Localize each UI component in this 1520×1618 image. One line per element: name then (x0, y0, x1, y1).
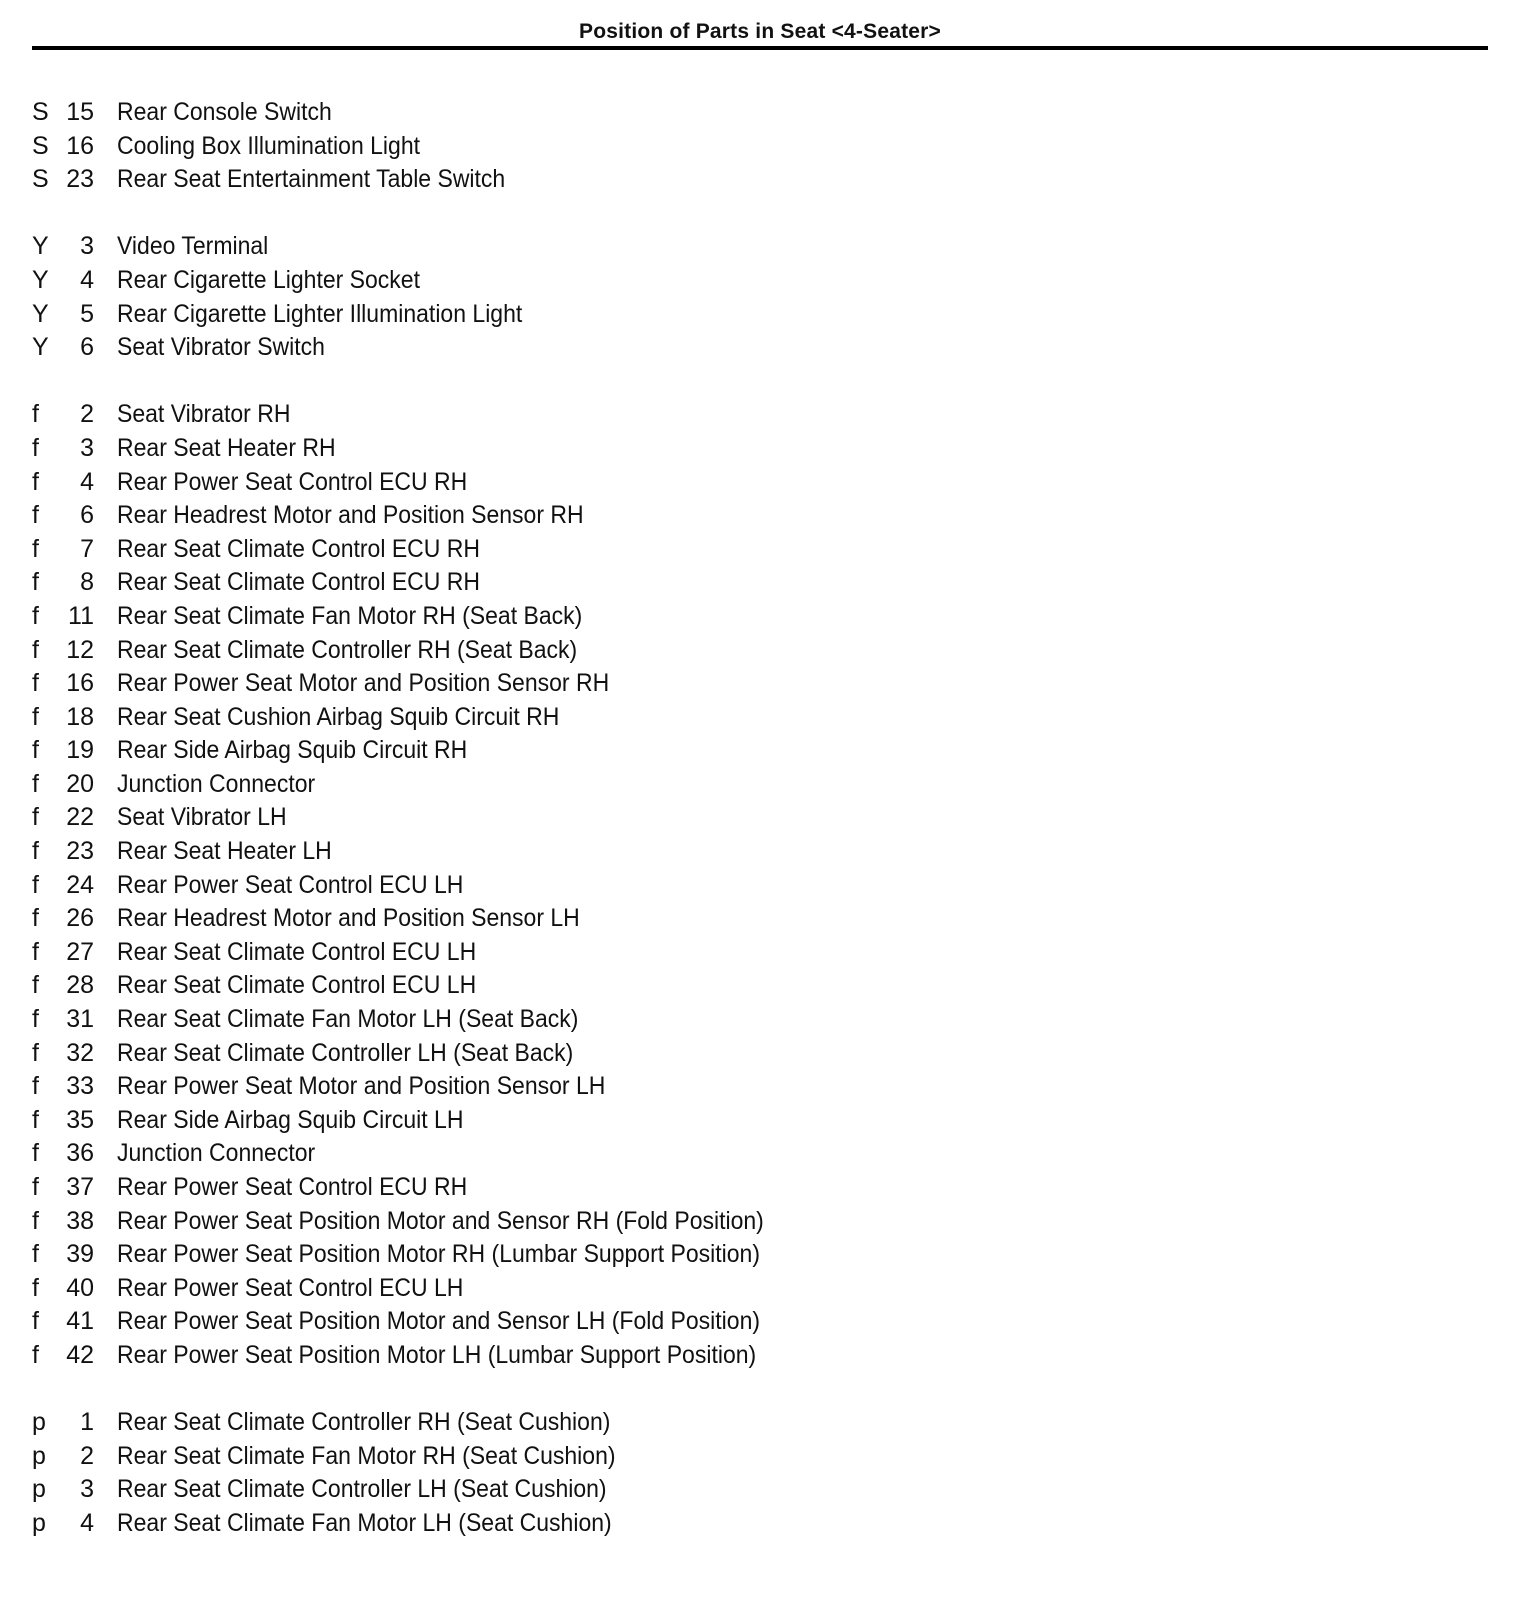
part-name: Rear Headrest Motor and Position Sensor RH (117, 501, 584, 530)
part-code: f (32, 669, 39, 698)
part-code: f (32, 937, 39, 966)
part-number: 3 (80, 1475, 94, 1504)
part-code: f (32, 1273, 39, 1302)
part-row (0, 1473, 1520, 1507)
part-name: Junction Connector (117, 769, 316, 798)
part-name: Video Terminal (117, 232, 269, 261)
part-row (0, 1440, 1520, 1474)
part-number: 6 (80, 501, 94, 530)
part-row (0, 1104, 1520, 1138)
part-code: f (32, 837, 39, 866)
part-row (0, 1339, 1520, 1373)
part-number: 24 (66, 870, 94, 899)
part-number: 26 (66, 904, 94, 933)
part-row (0, 1137, 1520, 1171)
part-code: Y (32, 299, 49, 328)
part-name: Rear Power Seat Position Motor LH (Lumbar Support Position) (117, 1340, 757, 1369)
part-code: S (32, 165, 49, 194)
part-code: Y (32, 265, 49, 294)
part-number: 4 (80, 467, 94, 496)
part-code: f (32, 803, 39, 832)
part-number: 4 (80, 1508, 94, 1537)
part-number: 16 (66, 669, 94, 698)
part-row (0, 734, 1520, 768)
part-code: p (32, 1508, 46, 1537)
part-code: f (32, 971, 39, 1000)
part-name: Rear Cigarette Lighter Illumination Light (117, 299, 523, 328)
part-row (0, 96, 1520, 130)
part-number: 8 (80, 568, 94, 597)
part-name: Rear Console Switch (117, 98, 332, 126)
part-number: 33 (66, 1072, 94, 1101)
part-number: 3 (80, 433, 94, 462)
part-number: 28 (66, 971, 94, 1000)
part-code: f (32, 1038, 39, 1067)
part-code: f (32, 534, 39, 563)
part-code: f (32, 1072, 39, 1101)
parts-section (0, 398, 1520, 1372)
part-name: Rear Seat Climate Control ECU LH (117, 971, 477, 1000)
title-divider (32, 46, 1488, 50)
part-name: Rear Seat Climate Controller RH (Seat Cushion) (117, 1408, 611, 1437)
part-name: Seat Vibrator RH (117, 400, 291, 429)
part-row (0, 566, 1520, 600)
part-code: f (32, 1139, 39, 1168)
part-row (0, 398, 1520, 432)
part-code: f (32, 702, 39, 731)
part-row (0, 936, 1520, 970)
part-code: Y (32, 333, 49, 362)
part-name: Rear Cigarette Lighter Socket (117, 265, 420, 294)
part-number: 7 (80, 534, 94, 563)
part-code: f (32, 501, 39, 530)
part-number: 11 (68, 601, 94, 630)
part-row (0, 1238, 1520, 1272)
part-name: Seat Vibrator Switch (117, 333, 325, 362)
part-number: 12 (66, 635, 94, 664)
part-number: 31 (66, 1005, 94, 1034)
part-row (0, 1171, 1520, 1205)
part-row (0, 667, 1520, 701)
part-number: 2 (80, 400, 94, 429)
part-row (0, 264, 1520, 298)
part-name: Junction Connector (117, 1139, 316, 1168)
part-number: 40 (66, 1273, 94, 1302)
part-name: Rear Power Seat Motor and Position Sensor LH (117, 1072, 606, 1101)
part-number: 23 (66, 837, 94, 866)
part-number: 6 (80, 333, 94, 362)
part-number: 41 (66, 1307, 94, 1336)
part-code: S (32, 131, 49, 160)
part-number: 39 (66, 1240, 94, 1269)
parts-list (0, 96, 1520, 1574)
part-name: Rear Seat Climate Fan Motor LH (Seat Back) (117, 1005, 579, 1034)
part-row (0, 466, 1520, 500)
part-row (0, 1272, 1520, 1306)
part-row (0, 1205, 1520, 1239)
part-number: 18 (66, 702, 94, 731)
part-number: 19 (66, 736, 94, 765)
part-name: Rear Seat Heater LH (117, 837, 332, 866)
part-row (0, 1037, 1520, 1071)
part-number: 37 (66, 1173, 94, 1201)
part-row (0, 230, 1520, 264)
part-code: f (32, 1206, 39, 1235)
part-code: f (32, 467, 39, 496)
part-row (0, 1507, 1520, 1541)
part-name: Rear Power Seat Position Motor and Sensor LH (Fold Position) (117, 1307, 761, 1336)
part-number: 27 (66, 937, 94, 966)
part-row (0, 1406, 1520, 1440)
part-name: Rear Seat Climate Control ECU RH (117, 568, 481, 597)
part-number: 5 (80, 299, 94, 328)
part-row (0, 701, 1520, 735)
part-name: Rear Power Seat Control ECU LH (117, 1273, 464, 1302)
part-code: f (32, 904, 39, 933)
part-number: 16 (66, 131, 94, 160)
part-row (0, 768, 1520, 802)
part-code: f (32, 1005, 39, 1034)
part-row (0, 600, 1520, 634)
part-row (0, 1070, 1520, 1104)
part-name: Rear Seat Climate Control ECU RH (117, 534, 481, 563)
part-code: S (32, 98, 49, 126)
part-number: 23 (66, 165, 94, 194)
part-code: f (32, 601, 39, 630)
part-row (0, 432, 1520, 466)
part-row (0, 835, 1520, 869)
part-name: Rear Seat Climate Controller LH (Seat Cushion) (117, 1475, 607, 1504)
part-row (0, 634, 1520, 668)
part-code: f (32, 769, 39, 798)
part-number: 2 (80, 1441, 94, 1470)
part-name: Rear Side Airbag Squib Circuit LH (117, 1105, 464, 1134)
part-name: Cooling Box Illumination Light (117, 131, 421, 160)
part-number: 15 (66, 98, 94, 126)
part-number: 22 (66, 803, 94, 832)
part-number: 38 (66, 1206, 94, 1235)
part-code: f (32, 870, 39, 899)
part-row (0, 163, 1520, 197)
part-row (0, 331, 1520, 365)
part-code: p (32, 1475, 46, 1504)
part-name: Rear Side Airbag Squib Circuit RH (117, 736, 468, 765)
part-code: f (32, 1173, 39, 1201)
part-name: Rear Power Seat Motor and Position Sensor RH (117, 669, 610, 698)
part-number: 36 (66, 1139, 94, 1168)
part-code: f (32, 433, 39, 462)
part-number: 20 (66, 769, 94, 798)
part-code: f (32, 1307, 39, 1336)
part-name: Rear Power Seat Control ECU LH (117, 870, 464, 899)
part-number: 35 (66, 1105, 94, 1134)
page-title: Position of Parts in Seat <4-Seater> (579, 20, 941, 43)
part-row (0, 130, 1520, 164)
part-name: Rear Headrest Motor and Position Sensor LH (117, 904, 580, 933)
part-row (0, 533, 1520, 567)
part-name: Rear Seat Climate Controller RH (Seat Back) (117, 635, 578, 664)
part-name: Rear Seat Climate Control ECU LH (117, 937, 477, 966)
part-row (0, 801, 1520, 835)
part-code: f (32, 1240, 39, 1269)
part-name: Rear Seat Entertainment Table Switch (117, 165, 506, 194)
part-name: Rear Power Seat Control ECU RH (117, 1173, 468, 1201)
part-name: Seat Vibrator LH (117, 803, 287, 832)
part-name: Rear Power Seat Position Motor RH (Lumbar Support Position) (117, 1240, 761, 1269)
part-name: Rear Seat Cushion Airbag Squib Circuit RH (117, 702, 560, 731)
part-row (0, 499, 1520, 533)
part-number: 42 (66, 1340, 94, 1369)
part-name: Rear Power Seat Position Motor and Sensor RH (Fold Position) (117, 1206, 764, 1235)
part-number: 32 (66, 1038, 94, 1067)
parts-section (0, 230, 1520, 364)
part-row (0, 1305, 1520, 1339)
part-name: Rear Seat Climate Controller LH (Seat Back) (117, 1038, 574, 1067)
part-name: Rear Power Seat Control ECU RH (117, 467, 468, 496)
part-row (0, 298, 1520, 332)
parts-section (0, 96, 1520, 197)
part-code: p (32, 1408, 46, 1437)
part-row (0, 1003, 1520, 1037)
part-code: Y (32, 232, 49, 261)
parts-section (0, 1406, 1520, 1540)
part-number: 1 (80, 1408, 94, 1437)
part-code: f (32, 568, 39, 597)
part-row (0, 869, 1520, 903)
part-name: Rear Seat Climate Fan Motor RH (Seat Back) (117, 601, 583, 630)
part-code: f (32, 400, 39, 429)
part-code: f (32, 1340, 39, 1369)
part-name: Rear Seat Heater RH (117, 433, 336, 462)
part-row (0, 902, 1520, 936)
part-name: Rear Seat Climate Fan Motor LH (Seat Cushion) (117, 1508, 612, 1537)
part-code: f (32, 635, 39, 664)
part-code: f (32, 736, 39, 765)
part-code: f (32, 1105, 39, 1134)
part-row (0, 969, 1520, 1003)
part-number: 4 (80, 265, 94, 294)
part-number: 3 (80, 232, 94, 261)
part-code: p (32, 1441, 46, 1470)
part-name: Rear Seat Climate Fan Motor RH (Seat Cushion) (117, 1441, 616, 1470)
